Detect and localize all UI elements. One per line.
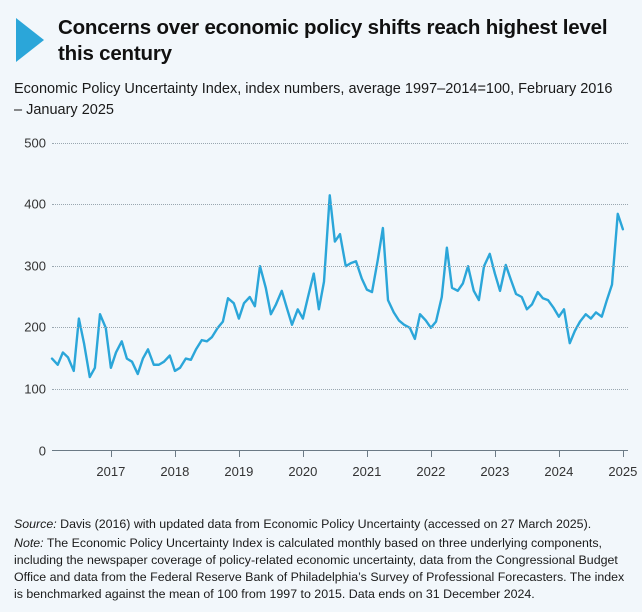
line-series (52, 143, 628, 451)
chart-subtitle: Economic Policy Uncertainty Index, index numbers, average 1997–2014=100, February 2016 – January 2025 (14, 81, 613, 119)
x-axis-tick-label: 2019 (224, 463, 254, 479)
x-axis-tick-mark (175, 451, 176, 457)
source-text: Davis (2016) with updated data from Economic Policy Uncertainty (accessed on 27 March 2025). (56, 517, 592, 532)
x-axis-tick-label: 2017 (96, 463, 126, 479)
gridline (52, 143, 628, 144)
note-label: Note: (14, 535, 44, 550)
plot-area (52, 143, 628, 451)
chart-container (14, 135, 638, 493)
x-axis-tick-label: 2022 (416, 463, 446, 479)
x-axis-tick-label: 2023 (480, 463, 510, 479)
y-axis-tick-label: 200 (24, 319, 46, 335)
gridline (52, 389, 628, 390)
series-line (52, 195, 623, 377)
x-axis-tick-label: 2021 (352, 463, 382, 479)
footnotes (14, 516, 630, 604)
x-axis-tick-mark (623, 451, 624, 457)
x-axis-tick-mark (239, 451, 240, 457)
y-axis-tick-label: 300 (24, 258, 46, 274)
method-note (14, 535, 630, 603)
x-axis-tick-mark (303, 451, 304, 457)
x-axis-line (52, 450, 628, 451)
gridline (52, 266, 628, 267)
chevron-right-icon (14, 16, 48, 64)
x-axis-tick-mark (431, 451, 432, 457)
y-axis-tick-label: 100 (24, 381, 46, 397)
y-axis-tick-label: 0 (38, 443, 46, 459)
gridline (52, 327, 628, 328)
source-note (14, 516, 630, 533)
x-axis-tick-label: 2025 (608, 463, 638, 479)
y-axis-tick-label: 400 (24, 196, 46, 212)
x-axis-tick-mark (367, 451, 368, 457)
note-text: The Economic Policy Uncertainty Index is calculated monthly based on three underlying components, including the newspaper coverage of policy-related economic uncertainty, data from the Congressional Budget Office and data from the Federal Reserve Bank of Philadelphia’s Survey of Professional Forecasters. The index is benchmarked against the mean of 100 from 1997 to 2015. Data ends on 31 December 2024. (14, 535, 625, 601)
y-axis-tick-label: 500 (24, 135, 46, 151)
x-axis-tick-label: 2024 (544, 463, 574, 479)
x-axis-tick-label: 2020 (288, 463, 318, 479)
x-axis-tick-mark (111, 451, 112, 457)
chart-header (14, 14, 628, 67)
x-axis-tick-mark (559, 451, 560, 457)
source-label: Source: (14, 517, 57, 532)
page-title: Concerns over economic policy shifts reach highest level this century (58, 16, 608, 66)
gridline (52, 204, 628, 205)
x-axis-tick-label: 2018 (160, 463, 190, 479)
x-axis-tick-mark (495, 451, 496, 457)
